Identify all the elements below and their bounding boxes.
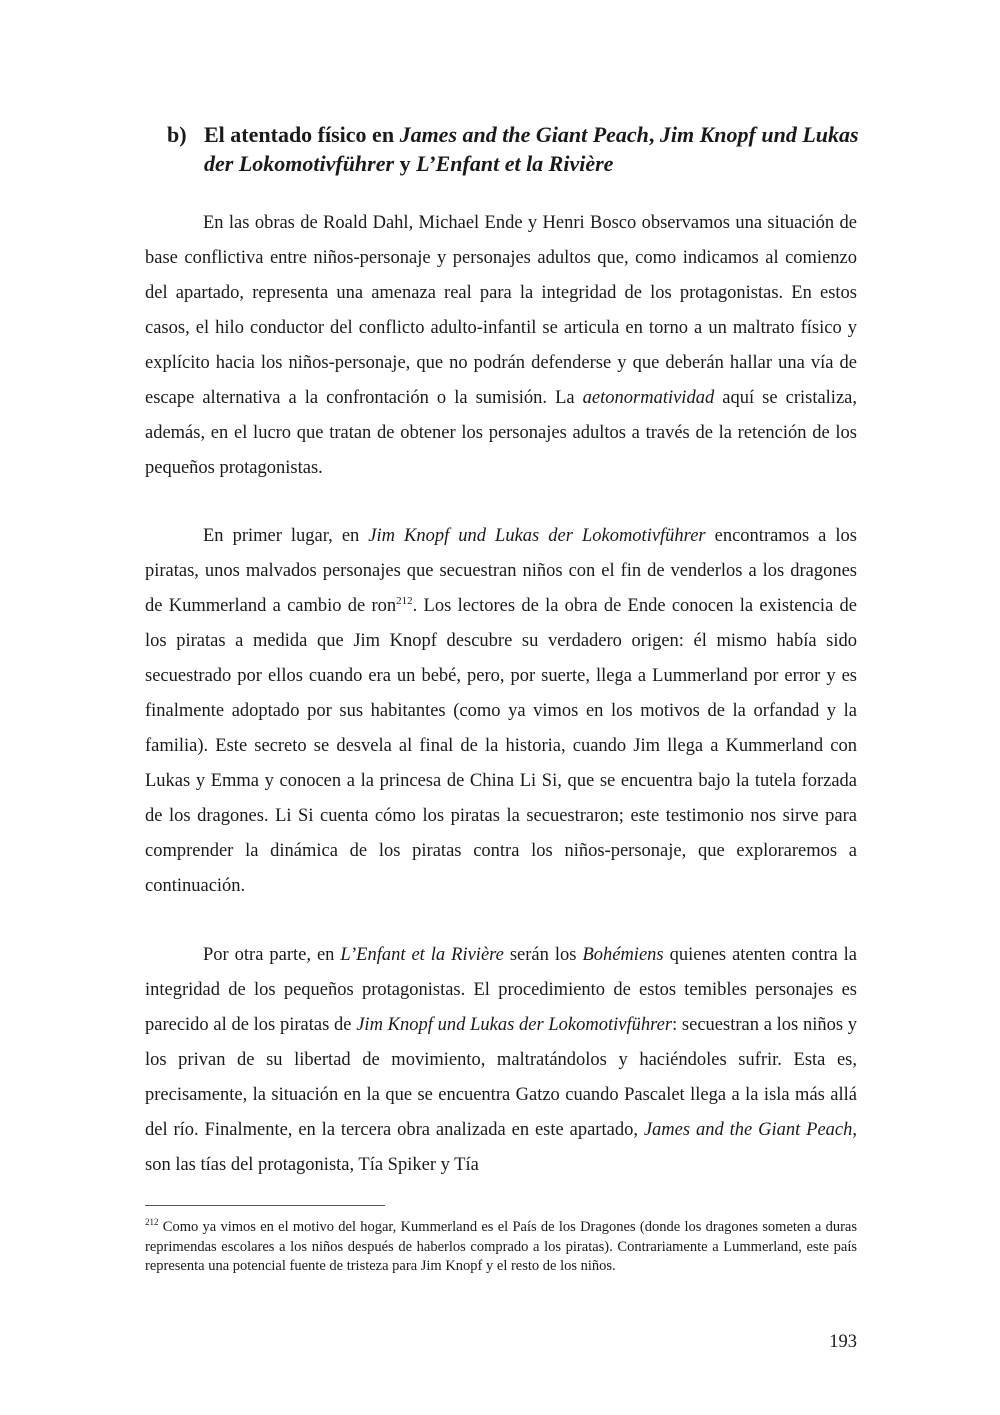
book-title: Jim Knopf und Lukas der Lokomotivführer — [356, 1015, 673, 1035]
section-heading — [167, 120, 867, 178]
emphasized-term: Bohémiens — [582, 945, 664, 965]
section-title: El atentado físico en James and the Giant Peach, Jim Knopf und Lukas der Lokomotivführer y L’Enfant et la Rivière — [204, 122, 859, 176]
book-title: Jim Knopf und Lukas der Lokomotivführer — [368, 526, 706, 546]
book-title: James and the Giant Peach — [643, 1120, 853, 1140]
footnote-number: 212 — [145, 1217, 159, 1228]
book-title: L’Enfant et la Rivière — [340, 945, 504, 965]
footnote-divider — [145, 1205, 385, 1206]
footnote-reference[interactable]: 212 — [396, 594, 413, 607]
book-title: James and the Giant Peach — [399, 122, 649, 147]
book-title: L’Enfant et la Rivière — [416, 151, 614, 176]
footnote — [145, 1218, 857, 1277]
book-title: Jim Knopf und Lukas der Lokomotivführer — [204, 122, 859, 176]
body-paragraph: En las obras de Roald Dahl, Michael Ende y Henri Bosco observamos una situación de base conflictiva entre niños-personaje y personajes adultos que, como indicamos al comienzo del apartado, representa una amenaza real para la integridad de los protagonistas. En estos casos, el hilo conductor del conflicto adulto-infantil se articula en torno a un maltrato físico y explícito hacia los niños-personaje, que no podrán defenderse y que deberán hallar una vía de escape alternativa a la confrontación o la sumisión. La aetonormatividad aquí se cristaliza, además, en el lucro que tratan de obtener los personajes adultos a través de la retención de los pequeños protagonistas. — [145, 213, 857, 478]
body-paragraph: Por otra parte, en L’Enfant et la Rivière serán los Bohémiens quienes atenten contra la integridad de los pequeños protagonistas. El procedimiento de estos temibles personajes es parecido al de los piratas de Jim Knopf und Lukas der Lokomotivführer: secuestran a los niños y los privan de su libertad de movimiento, maltratándolos y haciéndoles sufrir. Esta es, precisamente, la situación en la que se encuentra Gatzo cuando Pascalet llega a la isla más allá del río. Finalmente, en la tercera obra analizada en este apartado, James and the Giant Peach, son las tías del protagonista, Tía Spiker y Tía — [145, 945, 858, 1175]
section-label: b) — [167, 122, 187, 147]
page-number: 193 — [829, 1332, 857, 1352]
body-paragraph: En primer lugar, en Jim Knopf und Lukas der Lokomotivführer encontramos a los piratas, unos malvados personajes que secuestran niños con el fin de venderlos a los dragones de Kummerland a cambio de ron$^{212}$. Los lectores de la obra de Ende conocen la existencia de los piratas a medida que Jim Knopf descubre su verdadero origen: él mismo había sido secuestrado por ellos cuando era un bebé, pero, por suerte, llega a Lummerland por error y es finalmente adoptado por sus habitantes (como ya vimos en los motivos de la orfandad y la familia). Este secreto se desvela al final de la historia, cuando Jim llega a Kummerland con Lukas y Emma y conocen a la princesa de China Li Si, que se encuentra bajo la tutela forzada de los dragones. Li Si cuenta cómo los piratas la secuestraron; este testimonio nos sirve para comprender la dinámica de los piratas contra los niños-personaje, que exploraremos a continuación. — [145, 526, 858, 896]
emphasized-term: aetonormatividad — [582, 388, 715, 408]
footnote-text: Como ya vimos en el motivo del hogar, Kummerland es el País de los Dragones (donde los dragones someten a duras reprimendas escolares a los niños después de haberlos comprado a los piratas). Contrariamente a Lummerland, este país representa una potencial fuente de tristeza para Jim Knopf y el resto de los niños. — [145, 1219, 857, 1274]
